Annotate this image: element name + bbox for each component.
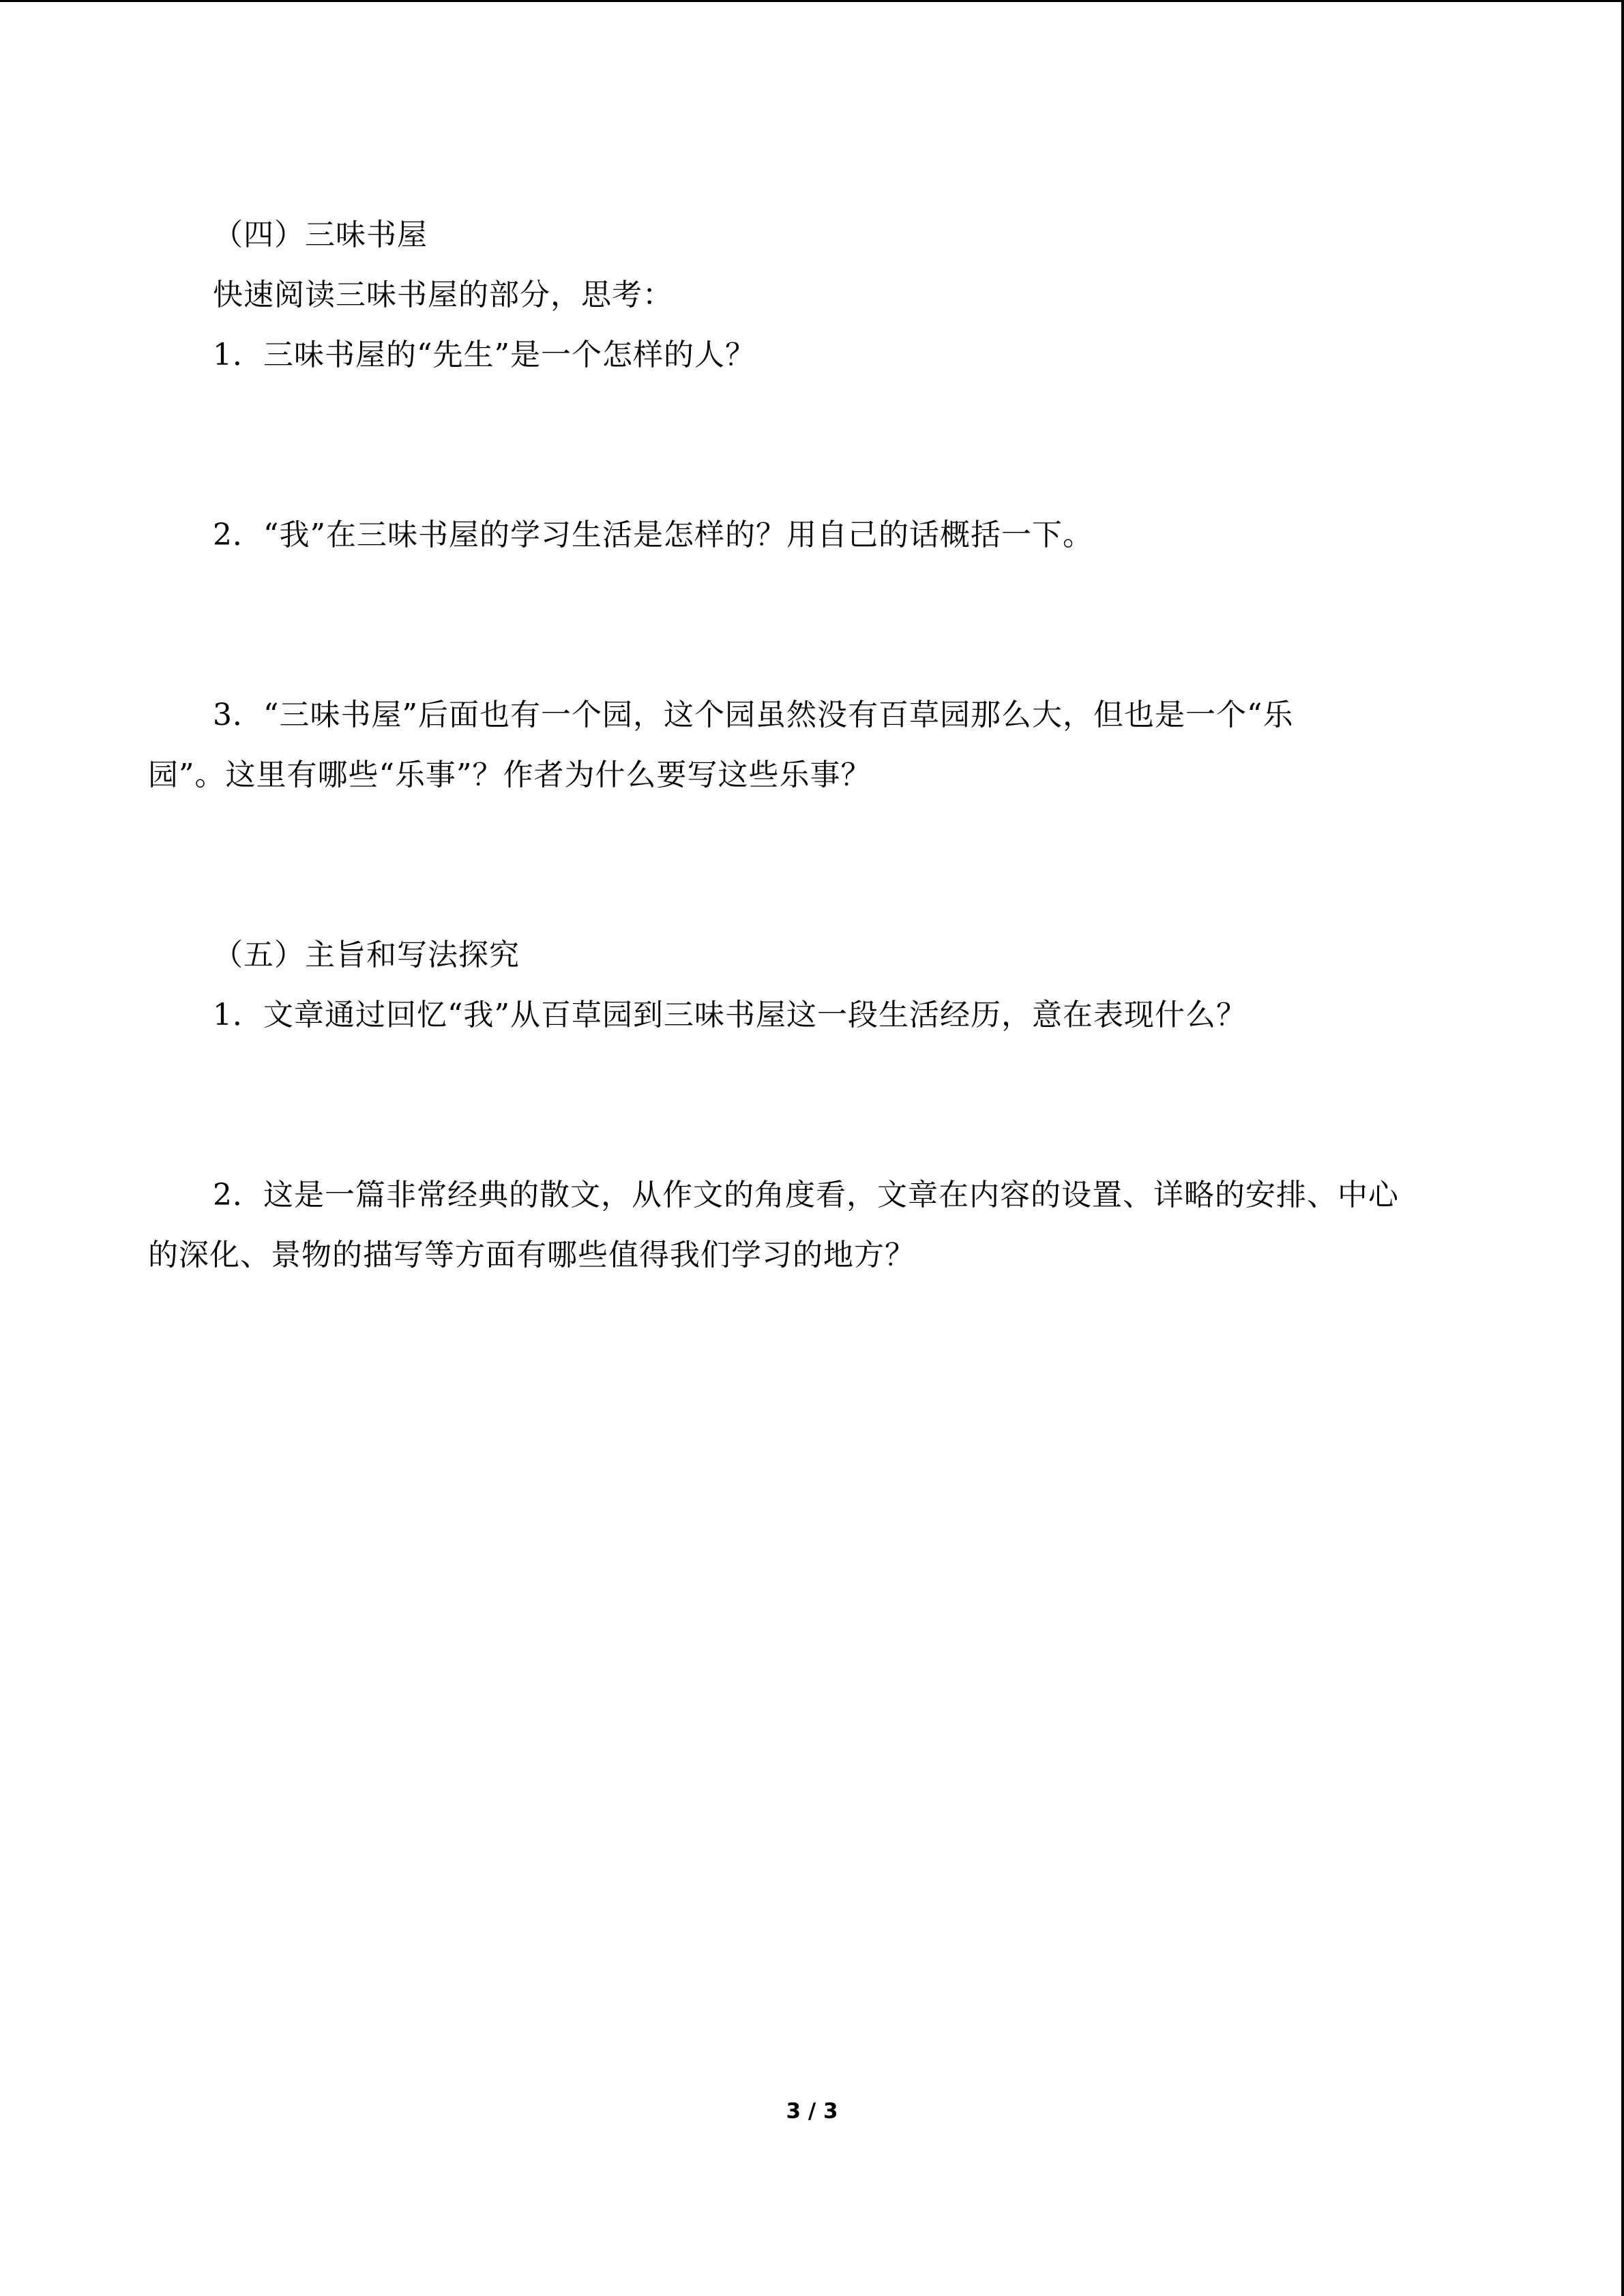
section-5-heading: （五）主旨和写法探究 [213,938,520,972]
page-number: 3 / 3 [786,2099,838,2123]
section-5-question-2-line-1: 2．这是一篇非常经典的散文，从作文的角度看，文章在内容的设置、详略的安排、中心 [213,1178,1399,1212]
section-5-question-1: 1．文章通过回忆“我”从百草园到三味书屋这一段生活经历，意在表现什么？ [213,998,1247,1032]
section-4-question-3-line-1: 3．“三味书屋”后面也有一个园，这个园虽然没有百草园那么大，但也是一个“乐 [213,698,1294,732]
section-4-question-3-line-2: 园”。这里有哪些“乐事”？作者为什么要写这些乐事？ [148,758,872,792]
section-4-question-1: 1．三味书屋的“先生”是一个怎样的人？ [213,338,756,372]
section-5-question-2-line-2: 的深化、景物的描写等方面有哪些值得我们学习的地方？ [148,1238,915,1272]
section-4-intro: 快速阅读三味书屋的部分，思考： [213,278,673,312]
section-4-question-2: 2．“我”在三味书屋的学习生活是怎样的？用自己的话概括一下。 [213,518,1093,552]
section-4-heading: （四）三味书屋 [213,218,428,252]
